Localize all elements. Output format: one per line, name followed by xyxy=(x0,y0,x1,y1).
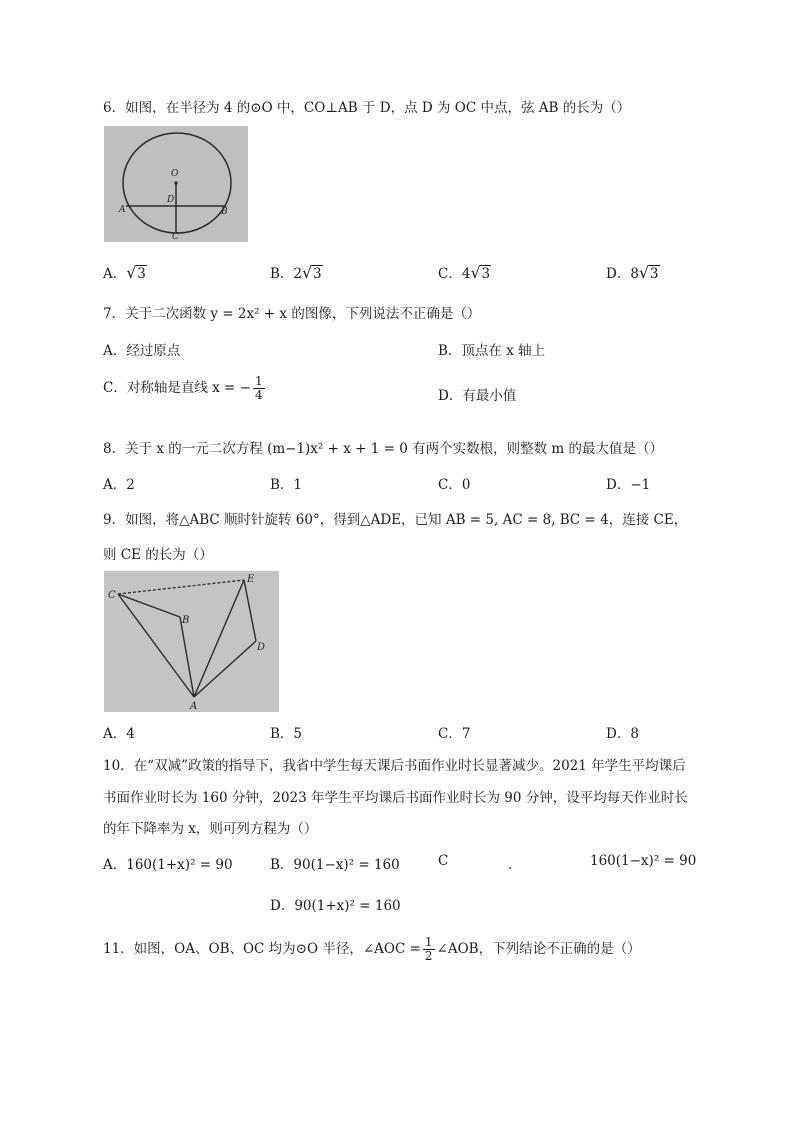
q9-option-c: C．7 xyxy=(438,726,471,742)
q6-label-a: A xyxy=(119,205,126,215)
q10-option-d: D．90(1+x)² = 160 xyxy=(270,898,401,914)
q6-label-b: B xyxy=(221,207,228,217)
q6-stem: 6．如图，在半径为 4 的⊙O 中，CO⊥AB 于 D，点 D 为 OC 中点，弦 AB 的长为（） xyxy=(103,100,631,116)
q9-figure xyxy=(104,571,279,712)
q9-label-e: E xyxy=(247,574,255,585)
sqrt-sign: √ 3 xyxy=(126,263,146,282)
q8-option-c: C．0 xyxy=(438,477,471,493)
q9-stem-line1: 9．如图，将△ABC 顺时针旋转 60°，得到△ADE，已知 AB = 5, AC = 8, BC = 4，连接 CE， xyxy=(103,512,688,528)
q8-stem: 8．关于 x 的一元二次方程 (m−1)x² + x + 1 = 0 有两个实数根，则整数 m 的最大值是（） xyxy=(103,441,663,457)
q7-stem: 7．关于二次函数 y = 2x² + x 的图像，下列说法不正确是（） xyxy=(103,306,481,322)
q10-option-c-dot: ． xyxy=(508,857,522,873)
sqrt-sign: √ 3 xyxy=(302,263,322,282)
fraction: $\frac{1}{4}$ xyxy=(254,374,263,402)
q6-figure xyxy=(104,126,248,242)
q9-option-d: D．8 xyxy=(606,726,639,742)
q10-option-b: B．90(1−x)² = 160 xyxy=(270,857,400,873)
q10-stem-line1: 10．在“双减”政策的指导下，我省中学生每天课后书面作业时长显著减少。2021 年学生平均课后 xyxy=(103,758,686,774)
q9-label-d: D xyxy=(257,642,266,653)
q8-option-b: B．1 xyxy=(270,477,303,493)
q7-option-d: D．有最小值 xyxy=(438,388,517,404)
q10-option-a: A．160(1+x)² = 90 xyxy=(103,857,233,873)
q9-label-a: A xyxy=(190,701,198,712)
q7-option-c: C．对称轴是直线 x = − $\frac{1}{4}$ xyxy=(103,374,263,402)
q10-stem-line2: 书面作业时长为 160 分钟，2023 年学生平均课后书面作业时长为 90 分钟，设平均每天作业时长 xyxy=(103,790,688,806)
sqrt-sign: √ 3 xyxy=(470,263,491,282)
q9-option-b: B．5 xyxy=(270,726,303,742)
q6-option-d: D．8 √ 3 xyxy=(606,263,659,282)
q10-option-c-equation: 160(1−x)² = 90 xyxy=(590,853,697,869)
q7-option-a: A．经过原点 xyxy=(103,343,181,359)
q11-stem: 11．如图，OA、OB、OC 均为⊙O 半径，∠AOC = $\frac{1}{2}$ ∠AOB，下列结论不正确的是（） xyxy=(103,935,641,963)
q8-option-a: A．2 xyxy=(103,477,135,493)
q9-option-a: A．4 xyxy=(103,726,135,742)
q7-option-b: B．顶点在 x 轴上 xyxy=(438,343,546,359)
q8-option-d: D．−1 xyxy=(606,477,651,493)
q6-label-c: C xyxy=(172,232,179,242)
fraction: $\frac{1}{2}$ xyxy=(424,935,433,963)
q9-label-b: B xyxy=(182,615,190,626)
q6-option-c: C．4 √ 3 xyxy=(438,263,491,282)
q9-label-c: C xyxy=(108,590,116,601)
q9-stem-line2: 则 CE 的长为（） xyxy=(103,547,213,563)
q6-option-a: A． √ 3 xyxy=(103,263,146,282)
q6-label-o: O xyxy=(171,169,179,179)
sqrt-sign: √ 3 xyxy=(638,263,659,282)
q10-option-c-letter: C xyxy=(438,853,449,869)
q6-label-d: D xyxy=(167,195,175,205)
q10-stem-line3: 的年下降率为 x，则可列方程为（） xyxy=(103,821,318,837)
q6-option-b: B．2 √ 3 xyxy=(270,263,322,282)
